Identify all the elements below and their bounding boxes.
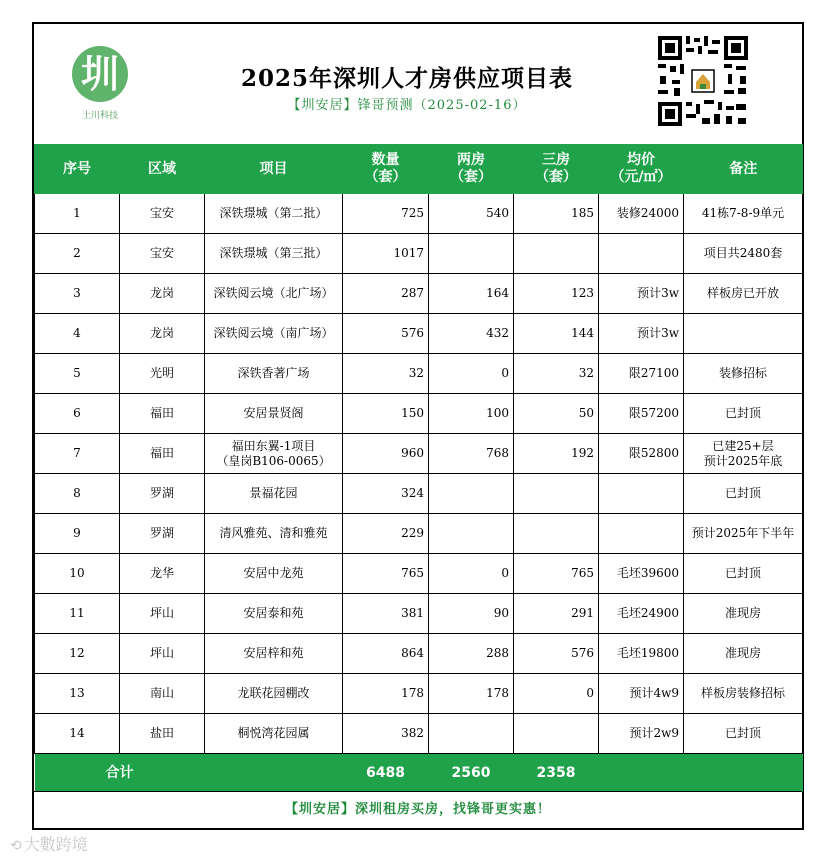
row-project: 深铁阅云境（北广场） [205,274,343,314]
row-number: 13 [35,674,120,714]
row-qty: 150 [343,394,429,434]
page-title: 2025年深圳人才房供应项目表 [240,65,573,92]
row-qty: 178 [343,674,429,714]
row-area: 光明 [120,354,205,394]
row-note: 样板房已开放 [684,274,803,314]
total-row [35,754,803,793]
row-number: 1 [35,194,120,234]
table-row [35,474,803,514]
table-row [35,594,803,634]
row-two-bedroom [429,234,514,274]
row-two-bedroom: 100 [429,394,514,434]
row-price [599,234,684,274]
supply-table-sheet [32,22,804,830]
row-three-bedroom: 765 [514,554,599,594]
row-area: 福田 [120,434,205,474]
row-project: 安居中龙苑 [205,554,343,594]
row-three-bedroom: 0 [514,674,599,714]
row-qty: 864 [343,634,429,674]
row-note: 已封顶 [684,474,803,514]
row-two-bedroom: 0 [429,554,514,594]
row-project: 安居梓和苑 [205,634,343,674]
watermark-logo-icon: ⟲ [10,838,22,854]
col-header: 区域 [120,144,205,194]
row-qty: 287 [343,274,429,314]
table-row [35,194,803,234]
row-note: 已建25+层 预计2025年底 [684,434,803,474]
supply-table [34,144,803,792]
row-number: 10 [35,554,120,594]
row-price: 毛坯19800 [599,634,684,674]
row-qty: 382 [343,714,429,754]
row-project: 深铁璟城（第三批） [205,234,343,274]
table-row [35,554,803,594]
table-row [35,634,803,674]
table-row [35,354,803,394]
row-price [599,514,684,554]
row-price: 预计4w9 [599,674,684,714]
total-two: 2560 [429,754,514,793]
row-area: 罗湖 [120,474,205,514]
row-price: 限27100 [599,354,684,394]
row-note: 样板房装修招标 [684,674,803,714]
row-qty: 960 [343,434,429,474]
row-note: 预计2025年下半年 [684,514,803,554]
total-spacer [205,754,343,793]
row-two-bedroom [429,474,514,514]
row-three-bedroom [514,474,599,514]
row-three-bedroom: 123 [514,274,599,314]
row-qty: 381 [343,594,429,634]
row-price: 毛坯24900 [599,594,684,634]
row-price: 装修24000 [599,194,684,234]
col-header: 均价 （元/㎡） [599,144,684,194]
row-area: 盐田 [120,714,205,754]
row-area: 宝安 [120,194,205,234]
row-two-bedroom: 164 [429,274,514,314]
row-two-bedroom [429,714,514,754]
watermark-text: 大數跨境 [23,835,88,854]
row-number: 11 [35,594,120,634]
row-qty: 324 [343,474,429,514]
row-three-bedroom [514,234,599,274]
page-subtitle: 【圳安居】锋哥预测（2025-02-16） [287,98,527,113]
row-price: 限57200 [599,394,684,434]
sheet-header [34,24,802,144]
row-note: 已封顶 [684,714,803,754]
row-area: 龙岗 [120,274,205,314]
row-number: 7 [35,434,120,474]
row-qty: 1017 [343,234,429,274]
table-header-row [35,144,803,194]
row-number: 14 [35,714,120,754]
row-note: 准现房 [684,634,803,674]
table-row [35,514,803,554]
row-price: 预计3w [599,314,684,354]
row-qty: 765 [343,554,429,594]
row-project: 深铁香著广场 [205,354,343,394]
row-three-bedroom: 144 [514,314,599,354]
col-header: 序号 [35,144,120,194]
row-three-bedroom: 192 [514,434,599,474]
table-row [35,674,803,714]
row-three-bedroom: 185 [514,194,599,234]
table-row [35,394,803,434]
row-two-bedroom: 178 [429,674,514,714]
row-project: 景福花园 [205,474,343,514]
total-spacer [684,754,803,793]
row-two-bedroom: 432 [429,314,514,354]
row-note: 装修招标 [684,354,803,394]
row-project: 深铁阅云境（南广场） [205,314,343,354]
row-note: 已封顶 [684,394,803,434]
row-number: 8 [35,474,120,514]
row-qty: 725 [343,194,429,234]
table-row [35,434,803,474]
row-two-bedroom: 768 [429,434,514,474]
row-three-bedroom: 291 [514,594,599,634]
row-note: 准现房 [684,594,803,634]
row-two-bedroom: 0 [429,354,514,394]
col-header: 项目 [205,144,343,194]
row-number: 6 [35,394,120,434]
row-three-bedroom [514,514,599,554]
logo-text: 土川科技 [81,111,118,121]
row-three-bedroom [514,714,599,754]
col-header: 备注 [684,144,803,194]
row-area: 坪山 [120,594,205,634]
row-project: 安居景贤阁 [205,394,343,434]
row-number: 3 [35,274,120,314]
row-area: 宝安 [120,234,205,274]
col-header: 三房 （套） [514,144,599,194]
table-row [35,274,803,314]
row-qty: 32 [343,354,429,394]
row-number: 12 [35,634,120,674]
row-note [684,314,803,354]
row-number: 5 [35,354,120,394]
footer-slogan: 【圳安居】深圳租房买房，找锋哥更实惠！ [34,791,802,828]
row-number: 9 [35,514,120,554]
total-three: 2358 [514,754,599,793]
row-project: 清风雅苑、清和雅苑 [205,514,343,554]
table-row [35,714,803,754]
total-qty: 6488 [343,754,429,793]
row-area: 龙华 [120,554,205,594]
row-three-bedroom: 32 [514,354,599,394]
row-price: 预计2w9 [599,714,684,754]
qr-code-icon [656,34,750,128]
row-area: 福田 [120,394,205,434]
table-body [35,194,803,754]
row-price: 限52800 [599,434,684,474]
logo-icon: 圳 [72,46,128,102]
watermark [10,832,88,855]
row-two-bedroom: 90 [429,594,514,634]
row-price: 预计3w [599,274,684,314]
row-area: 龙岗 [120,314,205,354]
col-header: 数量 （套） [343,144,429,194]
row-three-bedroom: 576 [514,634,599,674]
col-header: 两房 （套） [429,144,514,194]
row-project: 深铁璟城（第二批） [205,194,343,234]
row-three-bedroom: 50 [514,394,599,434]
row-note: 41栋7-8-9单元 [684,194,803,234]
row-area: 坪山 [120,634,205,674]
row-project: 龙联花园棚改 [205,674,343,714]
table-row [35,234,803,274]
row-project: 桐悦湾花园属 [205,714,343,754]
row-price [599,474,684,514]
row-qty: 229 [343,514,429,554]
row-number: 2 [35,234,120,274]
table-row [35,314,803,354]
row-note: 已封顶 [684,554,803,594]
row-project: 安居泰和苑 [205,594,343,634]
row-number: 4 [35,314,120,354]
total-label: 合计 [35,754,205,793]
row-two-bedroom [429,514,514,554]
row-area: 南山 [120,674,205,714]
total-spacer [599,754,684,793]
row-two-bedroom: 288 [429,634,514,674]
row-price: 毛坯39600 [599,554,684,594]
row-project: 福田东翼-1项目 （皇岗B106-0065） [205,434,343,474]
row-note: 项目共2480套 [684,234,803,274]
row-qty: 576 [343,314,429,354]
row-area: 罗湖 [120,514,205,554]
row-two-bedroom: 540 [429,194,514,234]
